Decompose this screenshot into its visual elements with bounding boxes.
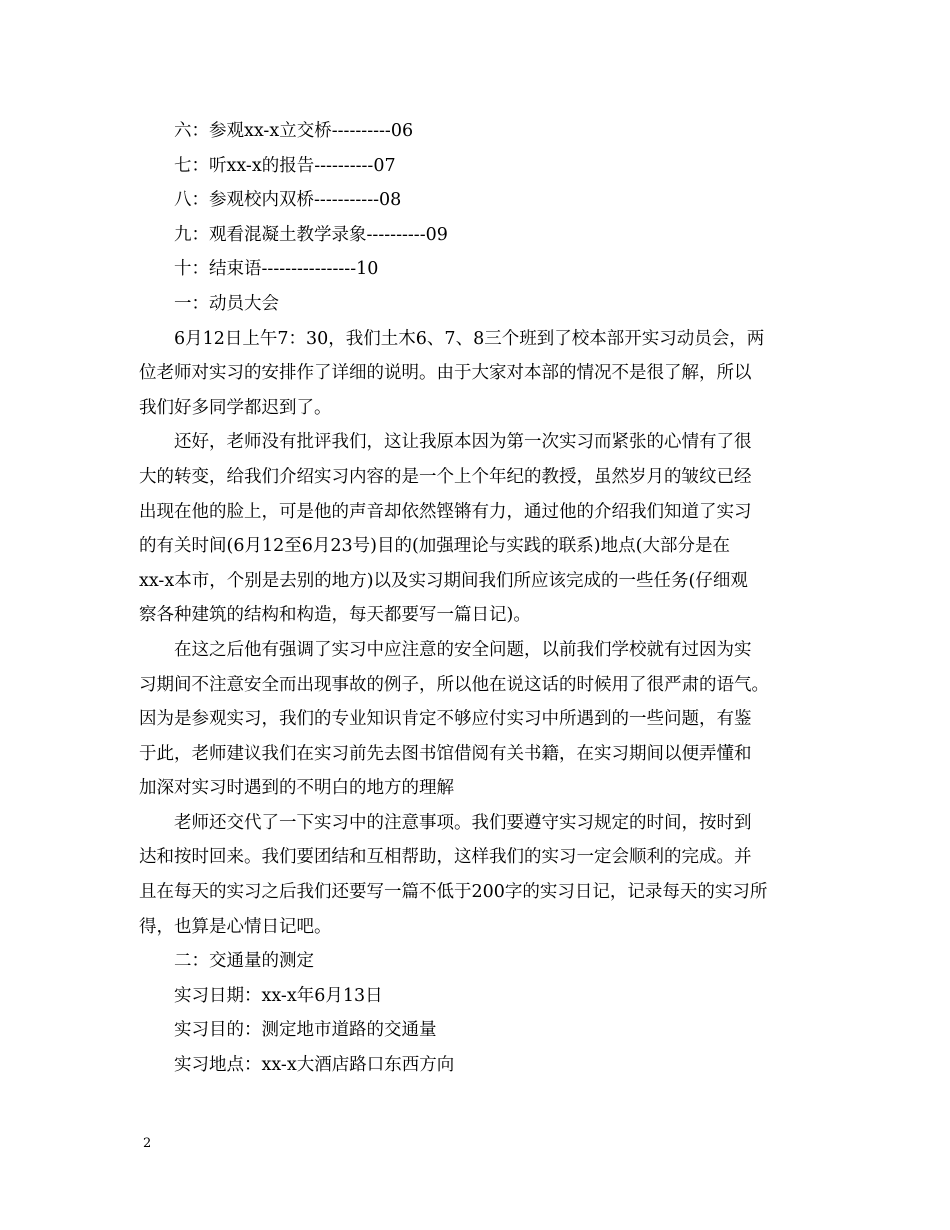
paragraph-line: 还好，老师没有批评我们，这让我原本因为第一次实习而紧张的心情有了很	[174, 432, 752, 453]
paragraph-line: xx-x本市，个别是去别的地方)以及实习期间我们所应该完成的一些任务(仔细观	[139, 570, 748, 591]
paragraph-line: 在这之后他有强调了实习中应注意的安全问题，以前我们学校就有过因为实	[174, 639, 752, 660]
paragraph-line: 且在每天的实习之后我们还要写一篇不低于200字的实习日记，记录每天的实习所	[139, 882, 768, 903]
paragraph-line: 位老师对实习的安排作了详细的说明。由于大家对本部的情况不是很了解，所以	[139, 363, 752, 384]
section-heading-traffic: 二：交通量的测定	[174, 951, 314, 972]
paragraph-line: 出现在他的脸上，可是他的声音却依然铿锵有力，通过他的介绍我们知道了实习	[139, 501, 752, 522]
info-item-purpose: 实习目的：测定地市道路的交通量	[174, 1020, 437, 1041]
paragraph-line: 我们好多同学都迟到了。	[139, 397, 332, 418]
paragraph-line: 达和按时回来。我们要团结和互相帮助，这样我们的实习一定会顺利的完成。并	[139, 847, 752, 868]
toc-item: 七：听xx-x的报告----------07	[174, 155, 396, 176]
info-item-date: 实习日期：xx-x年6月13日	[174, 985, 383, 1006]
paragraph	[139, 322, 811, 426]
toc-item: 八：参观校内双桥-----------08	[174, 190, 402, 211]
paragraph	[139, 633, 811, 806]
paragraph-line: 6月12日上午7：30，我们土木6、7、8三个班到了校本部开实习动员会，两	[174, 328, 765, 349]
toc-item: 九：观看混凝土教学录象----------09	[174, 224, 448, 245]
paragraph-line: 的有关时间(6月12至6月23号)目的(加强理论与实践的联系)地点(大部分是在	[139, 536, 730, 557]
toc-item: 十：结束语----------------10	[174, 259, 379, 280]
paragraph-line: 加深对实习时遇到的不明白的地方的理解	[139, 778, 454, 799]
section-heading-mobilization: 一：动员大会	[174, 293, 279, 314]
table-of-contents	[139, 114, 811, 287]
paragraph	[139, 425, 811, 633]
info-item-location: 实习地点：xx-x大酒店路口东西方向	[174, 1055, 455, 1076]
paragraph-line: 老师还交代了一下实习中的注意事项。我们要遵守实习规定的时间，按时到	[174, 812, 752, 833]
paragraph	[139, 806, 811, 944]
paragraph-line: 因为是参观实习，我们的专业知识肯定不够应付实习中所遇到的一些问题，有鉴	[139, 709, 752, 730]
page-content	[139, 114, 811, 1083]
page-number: 2	[143, 1136, 152, 1151]
paragraph-line: 习期间不注意安全而出现事故的例子，所以他在说这话的时候用了很严肃的语气。	[139, 674, 769, 695]
paragraph-line: 于此，老师建议我们在实习前先去图书馆借阅有关书籍，在实习期间以便弄懂和	[139, 743, 752, 764]
paragraph-line: 大的转变，给我们介绍实习内容的是一个上个年纪的教授，虽然岁月的皱纹已经	[139, 466, 752, 487]
toc-item: 六：参观xx-x立交桥----------06	[174, 121, 414, 141]
paragraph-line: 得，也算是心情日记吧。	[139, 916, 332, 937]
paragraph-line: 察各种建筑的结构和构造，每天都要写一篇日记)。	[139, 605, 531, 626]
